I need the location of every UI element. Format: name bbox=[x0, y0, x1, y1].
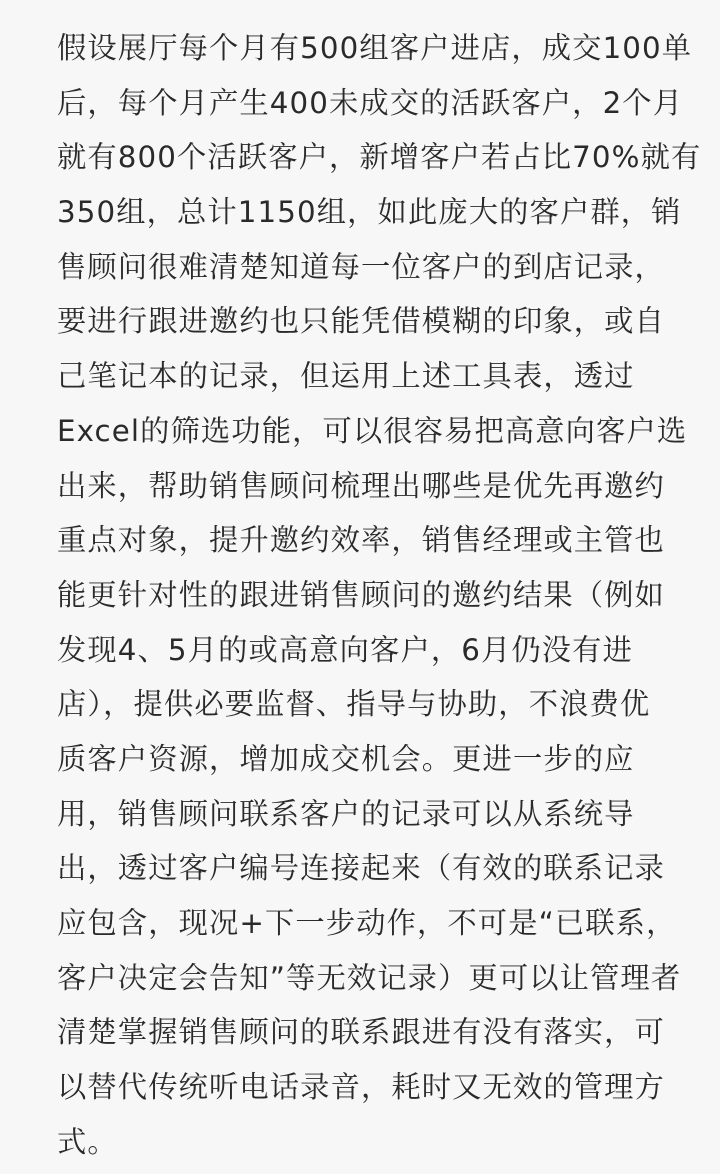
text-line: 出，透过客户编号连接起来（有效的联系记录 bbox=[57, 851, 665, 886]
text-line: 应包含，现况+下一步动作，不可是“已联系， bbox=[57, 906, 677, 940]
text-line: 要进行跟进邀约也只能凭借模糊的印象，或自 bbox=[57, 304, 665, 339]
text-line: 用，销售顾问联系客户的记录可以从系统导 bbox=[57, 796, 635, 831]
text-line: 350组，总计1150组，如此庞大的客户群，销 bbox=[57, 195, 682, 230]
text-line: 假设展厅每个月有500组客户进店，成交100单 bbox=[57, 31, 693, 65]
text-line: 重点对象，提升邀约效率，销售经理或主管也 bbox=[57, 523, 665, 558]
text-line: 以替代传统听电话录音，耗时又无效的管理方 bbox=[57, 1070, 665, 1105]
text-line: 发现4、5月的或高意向客户，6月仍没有进 bbox=[57, 632, 633, 667]
text-line: 客户决定会告知”等无效记录）更可以让管理者 bbox=[57, 960, 682, 995]
text-line: 店），提供必要监督、指导与协助，不浪费优 bbox=[57, 687, 651, 722]
text-line: 质客户资源，增加成交机会。更进一步的应 bbox=[57, 741, 635, 776]
text-line: 售顾问很难清楚知道每一位客户的到店记录， bbox=[57, 249, 665, 284]
text-line: 出来，帮助销售顾问梳理出哪些是优先再邀约 bbox=[57, 468, 665, 503]
text-line: 己笔记本的记录，但运用上述工具表，透过 bbox=[57, 359, 635, 394]
text-line: 后，每个月产生400未成交的活跃客户，2个月 bbox=[57, 85, 684, 120]
text-line: 式。 bbox=[57, 1124, 118, 1159]
text-line: Excel的筛选功能，可以很容易把高意向客户选 bbox=[57, 413, 688, 448]
article-body bbox=[57, 26, 702, 1174]
text-line: 清楚掌握销售顾问的联系跟进有没有落实，可 bbox=[57, 1015, 665, 1050]
text-line: 能更针对性的跟进销售顾问的邀约结果（例如 bbox=[57, 577, 665, 612]
text-line: 就有800个活跃客户，新增客户若占比70%就有 bbox=[57, 140, 702, 175]
